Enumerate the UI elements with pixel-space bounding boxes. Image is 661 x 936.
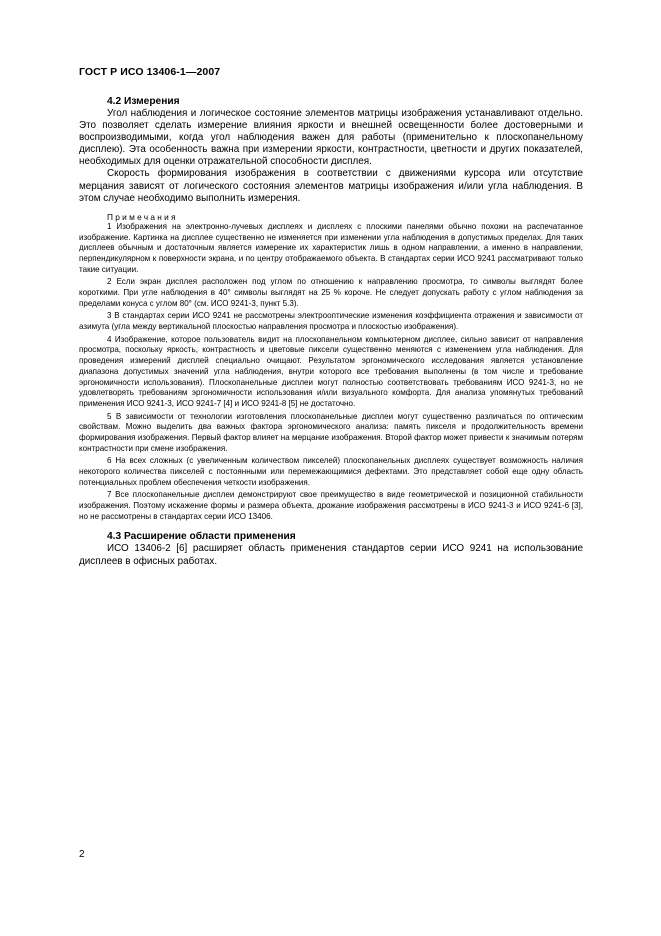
note-7: 7 Все плоскопанельные дисплеи демонстрируют свое преимущество в виде геометрической и позиционной стабильности изображения. Поэтому искажение формы и размера объекта, дрожание изображения рассмотрены в ИСО 9241-3 и ИСО 9241-6 [3], но не рассмотрены в стандартах серии ИСО 13406. (79, 490, 583, 522)
section-4-3-title: 4.3 Расширение области применения (107, 531, 296, 543)
note-1: 1 Изображения на электронно-лучевых дисплеях и дисплеях с плоскими панелями обычно похожи на распечатанное изображение. Картинка на дисплее существенно не изменяется при изменении угла наблюдения в допустимых пределах. Для таких дисплеев обычным и достаточным является измерение их характеристик лишь в одном направлении, а именно в направлении, перпендикулярном к поверхности экрана, и по центру отображаемого объекта. В стандартах серии ИСО 9241 рассматривают только такие ситуации. (79, 221, 583, 274)
section-4-2-title: 4.2 Измерения (107, 96, 180, 107)
section-4-3-paragraph: ИСО 13406-2 [6] расширяет область применения стандартов серии ИСО 9241 на использование дисплеев в офисных работах. (79, 543, 583, 567)
note-3: 3 В стандартах серии ИСО 9241 не рассмотрены электрооптические изменения коэффициента отражения и зависимости от азимута (угла между вертикальной плоскостью направления просмотра и плоскостью изображения). (79, 311, 583, 332)
note-5: 5 В зависимости от технологии изготовления плоскопанельные дисплеи могут существенно различаться по оптическим свойствам. Можно выделить два важных фактора эргономического анализа: память пикселя и продолжительность времени формирования изображения. Первый фактор влияет на мерцание изображения. Второй фактор может привести к значимым потерям контрастности при смене изображения. (79, 411, 583, 454)
notes-title: Примечания (107, 211, 178, 222)
section-4-2-paragraph-1: Угол наблюдения и логическое состояние элементов матрицы изображения устанавливают отдельно. Это позволяет сделать измерение влияния яркости и внешней освещенности более достоверными и воспроизводимыми, когда угол наблюдения важен для работы (применительно к плоскопанельному дисплею). Эта особенность важна при измерении яркости, контрастности, цветности и других показателей, необходимых для оценки отражательной способности дисплея. (79, 108, 583, 168)
section-4-2-paragraph-2: Скорость формирования изображения в соответствии с движениями курсора или отсутствие мерцания зависят от логического состояния элементов матрицы изображения и/или угла наблюдения. В этом случае необходимо выполнить измерения. (79, 168, 583, 204)
note-6: 6 На всех сложных (с увеличенным количеством пикселей) плоскопанельных дисплеях существует возможность наличия некоторого количества пикселей с постоянными или перемежающимися дефектами. Это представляет собой еще одну область потенциальных проблем обеспечения четкости изображения. (79, 456, 583, 488)
standard-header: ГОСТ Р ИСО 13406-1—2007 (79, 66, 221, 78)
page-number: 2 (79, 849, 85, 860)
note-4: 4 Изображение, которое пользователь видит на плоскопанельном компьютерном дисплее, сильно зависит от направления просмотра, поскольку яркость, контрастность и цветовые пиксели существенно меняются с изменением угла наблюдения. Для проведения измерений дисплей специально очищают. Результатом эргономического исследования является установление диапазона допустимых значений угла наблюдения, внутри которого все требования выполнены (в том числе и требование эргономичности использования). Плоскопанельные дисплеи могут полностью соответствовать требованиям ИСО 9241-3, но не удовлетворять требованиям эргономичности использования и/или визуального комфорта. Для анализа упомянутых требований применения ИСО 9241-3, ИСО 9241-7 [4] и ИСО 9241-8 [5] не достаточно. (79, 334, 583, 409)
note-2: 2 Если экран дисплея расположен под углом по отношению к направлению просмотра, то символы выглядят более короткими. При угле наблюдения в 40° символы выглядят на 25 % короче. Не следует допускать работу с углом наблюдения за пределами конуса с углом 80° (см. ИСО 9241-3, пункт 5.3). (79, 277, 583, 308)
page-content (79, 96, 583, 568)
